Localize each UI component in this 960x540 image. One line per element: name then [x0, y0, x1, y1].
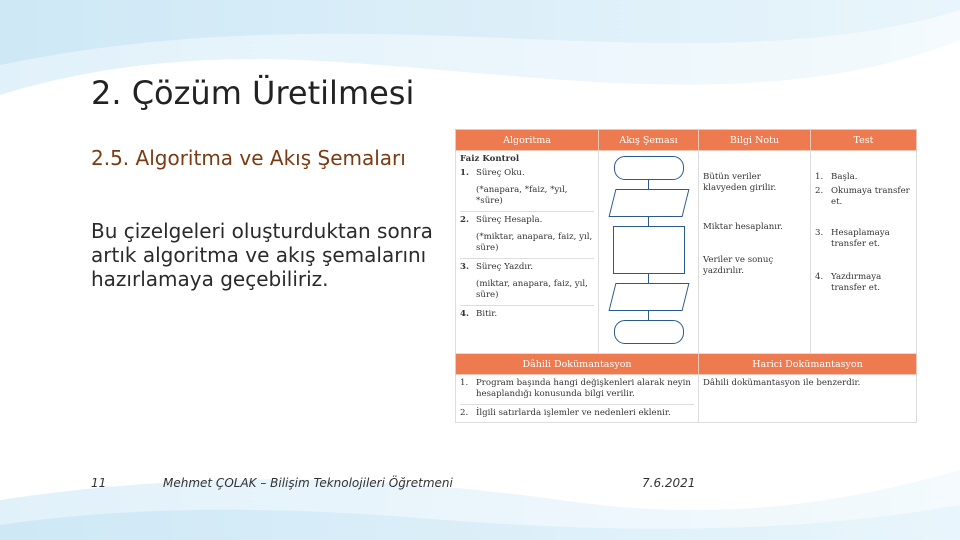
header-test: Test: [811, 130, 917, 151]
flowchart: [603, 154, 694, 344]
algorithm-title: Faiz Kontrol: [460, 154, 520, 164]
footer-date: 7.6.2021: [642, 476, 696, 490]
flow-arrow: [648, 180, 649, 189]
header-algorithm: Algoritma: [456, 130, 599, 151]
step-1-detail: (*anapara, *faiz, *yıl, *süre): [476, 185, 568, 206]
note-2: Miktar hesaplanır.: [703, 222, 783, 232]
step-2: 2. Süreç Hesapla.: [460, 211, 594, 226]
external-doc: Dâhili dokümantasyon ile benzerdir.: [699, 375, 917, 423]
step-3: 3. Süreç Yazdır.: [460, 258, 594, 273]
algorithm-table-image: [453, 127, 916, 440]
step-3-detail: (miktar, anapara, faiz, yıl, süre): [476, 279, 588, 300]
flow-arrow: [648, 311, 649, 320]
header-info-note: Bilgi Notu: [699, 130, 811, 151]
flow-end-shape: [614, 320, 684, 344]
table-header-row: [456, 130, 917, 151]
internal-doc-1: 1. Program başında hangi değişkenleri alarak neyin hesaplandığı konusunda bilgi verilir.: [460, 378, 691, 399]
test-2: 2. Okumaya transfer et.: [815, 186, 910, 207]
slide-subtitle: 2.5. Algoritma ve Akış Şemaları: [91, 146, 406, 170]
header-internal-doc: Dâhili Dokümantasyon: [456, 354, 699, 375]
flow-input-shape: [608, 189, 689, 217]
note-3: Veriler ve sonuç yazdırılır.: [703, 255, 774, 276]
slide-title: 2. Çözüm Üretilmesi: [91, 74, 415, 112]
flow-arrow: [648, 274, 649, 283]
header-external-doc: Harici Dokümantasyon: [699, 354, 917, 375]
internal-doc-2: 2. İlgili satırlarda işlemler ve nedenleri eklenir.: [460, 404, 694, 419]
algorithm-table: [455, 129, 917, 423]
flow-start-shape: [614, 156, 684, 180]
note-1: Bütün veriler klavyeden girilir.: [703, 172, 777, 193]
slide-body: Bu çizelgeleri oluşturduktan sonra artık algoritma ve akış şemalarını hazırlamaya geçebiliriz.: [91, 219, 433, 291]
step-2-detail: (*miktar, anapara, faiz, yıl, süre): [476, 232, 593, 253]
doc-header-row: [456, 354, 917, 375]
header-flowchart: Akış Şeması: [599, 130, 699, 151]
test-3: 3. Hesaplamaya transfer et.: [815, 228, 890, 249]
flow-output-shape: [608, 283, 689, 311]
footer-author: Mehmet ÇOLAK – Bilişim Teknolojileri Öğretmeni: [163, 476, 453, 490]
step-4: 4. Bitir.: [460, 305, 594, 320]
footer-page-number: 11: [91, 476, 107, 490]
table-body-row: [456, 151, 917, 354]
test-4: 4. Yazdırmaya transfer et.: [815, 272, 882, 293]
flow-process-shape: [613, 226, 685, 274]
doc-body-row: [456, 375, 917, 423]
step-1: 1. Süreç Oku.: [460, 168, 525, 178]
flow-arrow: [648, 217, 649, 226]
test-1: 1. Başla.: [815, 172, 858, 182]
